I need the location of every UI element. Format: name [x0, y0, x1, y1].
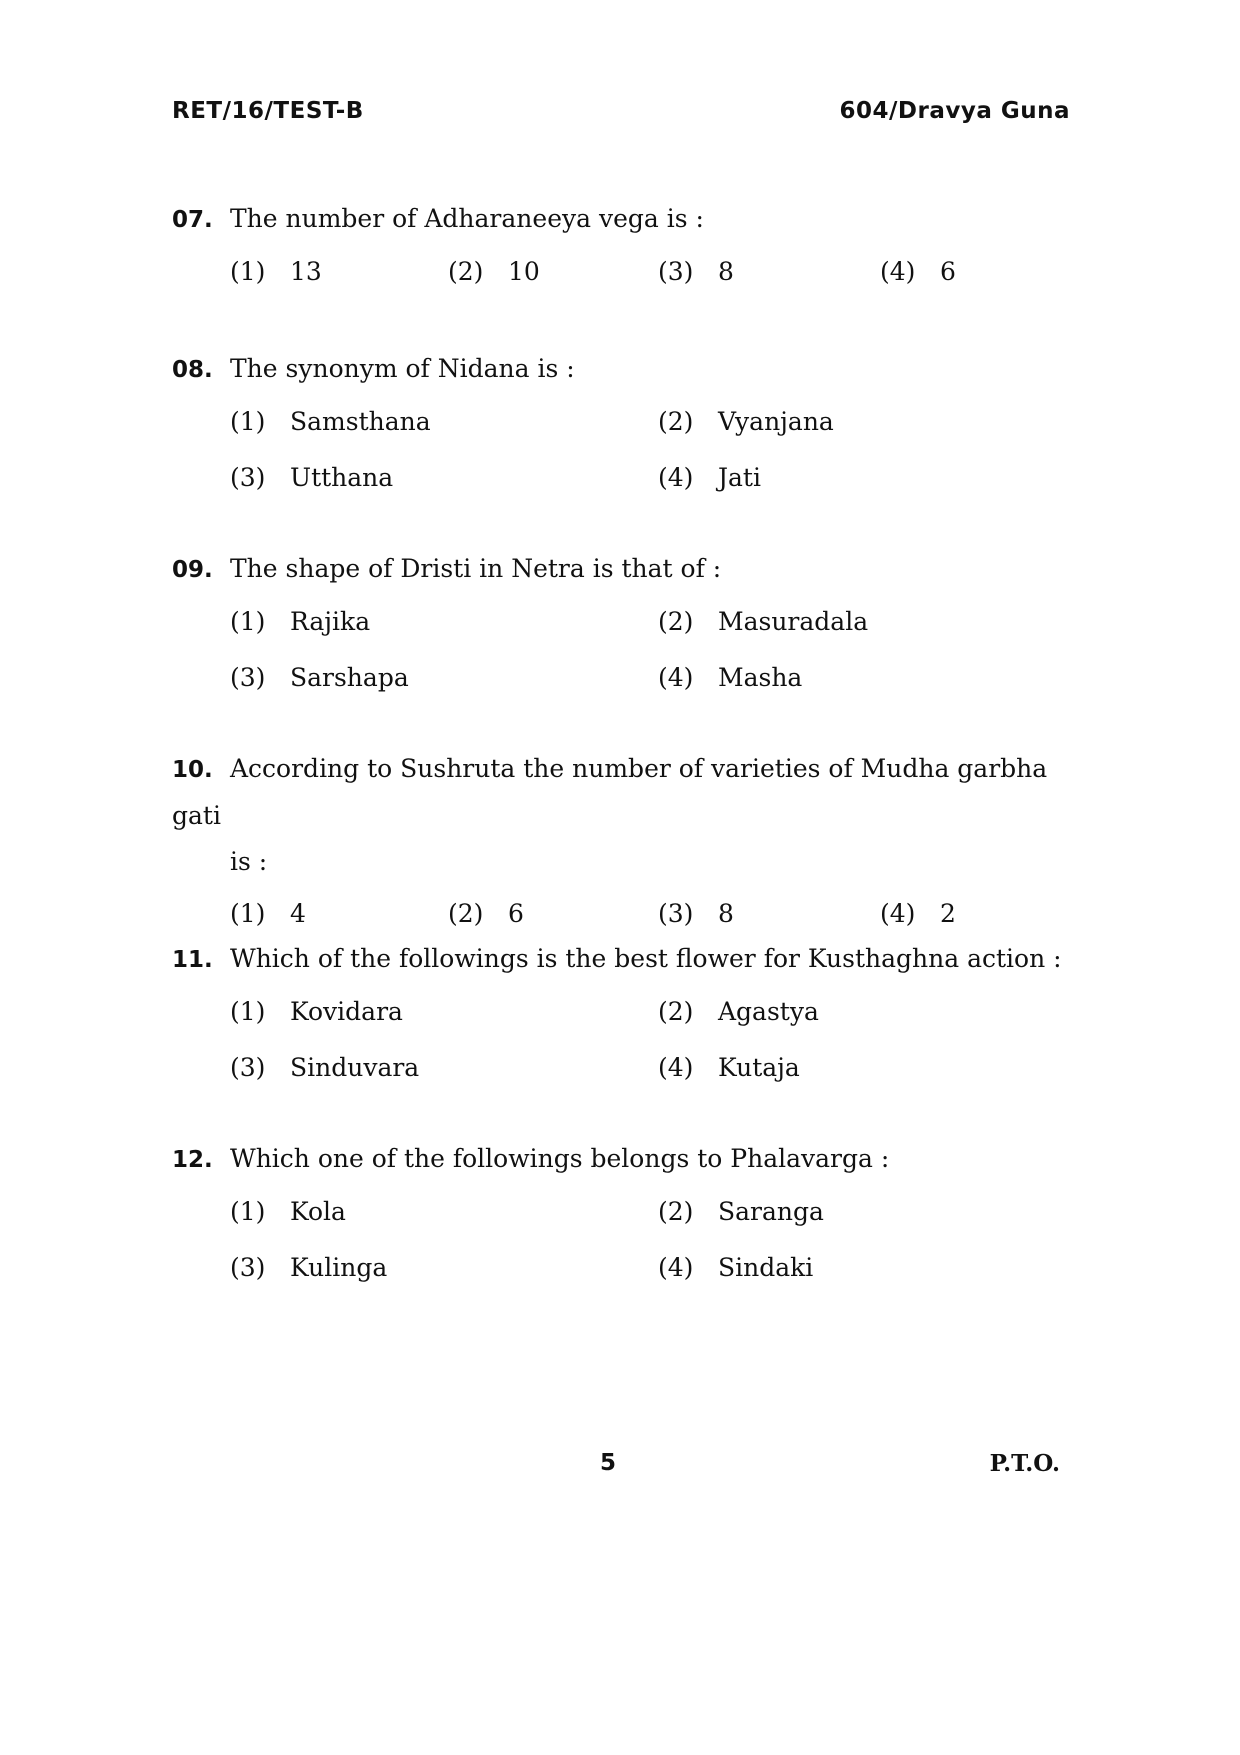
option-3: (3) Sinduvara [230, 1053, 420, 1082]
question-text-continued: is : [230, 847, 268, 876]
option-1: (1) 13 [230, 257, 322, 286]
option-2: (2) 10 [448, 257, 540, 286]
question-10 [172, 746, 1082, 947]
question-number: 09. [172, 557, 213, 583]
option-2: (2) Agastya [658, 997, 819, 1026]
question-text: According to Sushruta the number of varieties of Mudha garbha gati [172, 754, 1048, 830]
question-text: The synonym of Nidana is : [230, 354, 575, 383]
question-number: 11. [172, 947, 213, 973]
option-4: (4) 6 [880, 257, 956, 286]
option-2: (2) Vyanjana [658, 407, 834, 436]
header-subject: 604/Dravya Guna [839, 98, 1070, 124]
question-number: 10. [172, 757, 213, 783]
question-number: 08. [172, 357, 213, 383]
option-4: (4) 2 [880, 899, 956, 928]
option-3: (3) Utthana [230, 463, 394, 492]
option-1: (1) Rajika [230, 607, 371, 636]
question-08 [172, 346, 1082, 511]
option-1: (1) Samsthana [230, 407, 431, 436]
question-11 [172, 936, 1082, 1101]
option-1: (1) Kola [230, 1197, 346, 1226]
question-text: Which of the followings is the best flower for Kusthaghna action : [230, 944, 1062, 973]
option-3: (3) 8 [658, 257, 734, 286]
question-09 [172, 546, 1082, 711]
header-test-code: RET/16/TEST-B [172, 98, 364, 124]
question-text: The number of Adharaneeya vega is : [230, 204, 704, 233]
option-4: (4) Masha [658, 663, 803, 692]
question-12 [172, 1136, 1082, 1301]
option-2: (2) Saranga [658, 1197, 824, 1226]
option-1: (1) 4 [230, 899, 306, 928]
question-text: Which one of the followings belongs to Phalavarga : [230, 1144, 890, 1173]
option-3: (3) Sarshapa [230, 663, 409, 692]
page-number: 5 [600, 1450, 617, 1476]
option-3: (3) Kulinga [230, 1253, 388, 1282]
please-turn-over: P.T.O. [989, 1450, 1060, 1477]
question-text: The shape of Dristi in Netra is that of : [230, 554, 722, 583]
question-number: 07. [172, 207, 213, 233]
option-4: (4) Sindaki [658, 1253, 814, 1282]
question-number: 12. [172, 1147, 213, 1173]
option-3: (3) 8 [658, 899, 734, 928]
option-4: (4) Kutaja [658, 1053, 800, 1082]
option-4: (4) Jati [658, 463, 761, 492]
option-2: (2) Masuradala [658, 607, 869, 636]
option-2: (2) 6 [448, 899, 524, 928]
option-1: (1) Kovidara [230, 997, 403, 1026]
question-07 [172, 196, 1082, 305]
